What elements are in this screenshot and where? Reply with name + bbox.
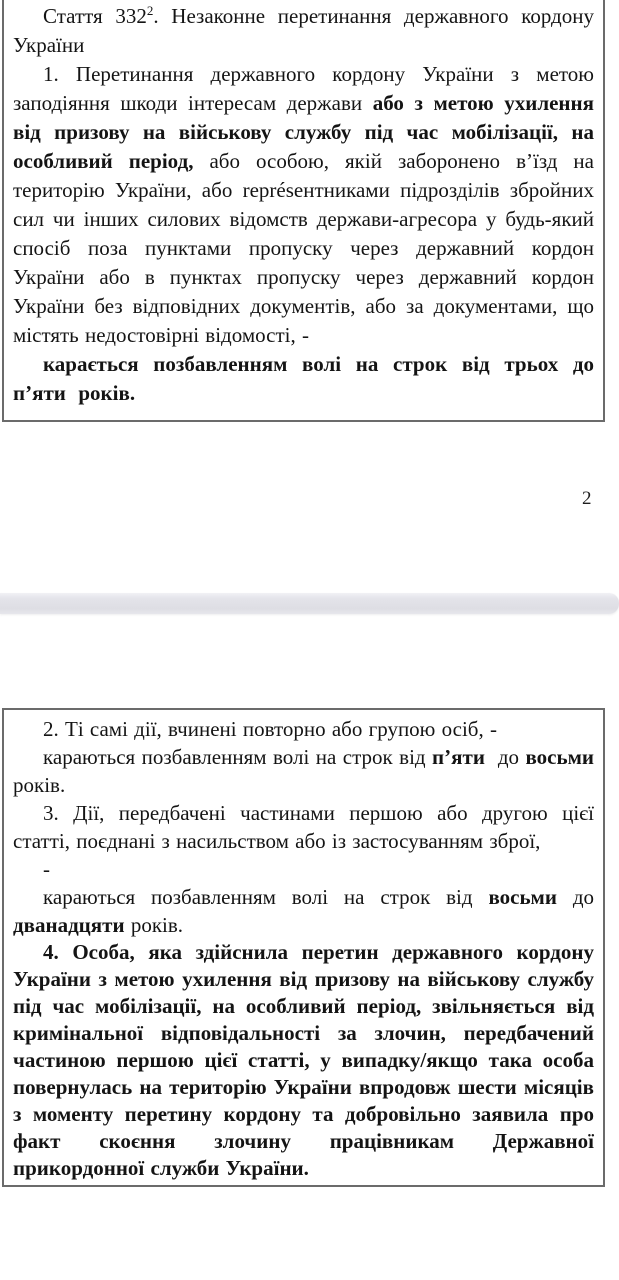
page-separator-band (0, 593, 619, 614)
part-1-sanction: карається позбавленням волі на строк від трьох до п’яти років. (13, 352, 594, 405)
page-2-text-box (2, 708, 605, 1187)
part-1-paragraph: 1. Перетинання державного кордону України з метою заподіяння шкоди інтересам держави або з метою ухилення від призову на військову службу під час мобілізації, на особливий період, або особою, якій заборонено в’їзд на територію України, або représентниками підрозділів збройних сил чи інших силових відомств держави-агресора у будь-який спосіб поза пунктами пропуску через державний кордон України або в пунктах пропуску через державний кордон України без відповідних документів, або за документами, що містять недостовірні відомості, - (13, 62, 594, 347)
part-2-paragraph: 2. Ті самі дії, вчинені повторно або групою осіб, - (43, 717, 497, 741)
article-title: Стаття $332^2$. Незаконне перетинання державного кордону України (13, 3, 594, 57)
part-3-paragraph: 3. Дії, передбачені частинами першою або другою цієї статті, поєднані з насильством або із застосуванням зброї, (13, 801, 594, 853)
part-2-sanction: караються позбавленням волі на строк від п’яти до восьми років. (13, 745, 594, 797)
part-4-paragraph: 4. Особа, яка здійснила перетин державного кордону України з метою ухилення від призову на військову службу під час мобілізації, на особливий період, звільняється від кримінальної відповідальності за злочин, передбачений частиною першою цієї статті, у випадку/якщо така особа повернулась на територію України впродовж шести місяців з моменту перетину кордону та добровільно заявила про факт скоєння злочину працівникам Державної прикордонної служби України. (13, 940, 594, 1180)
part-3-sanction: караються позбавленням волі на строк від восьми до дванадцяти років. (13, 885, 595, 937)
page-1-text-box (2, 0, 605, 422)
page-number: 2 (582, 488, 592, 509)
part-3-dash-line: - (43, 857, 50, 881)
